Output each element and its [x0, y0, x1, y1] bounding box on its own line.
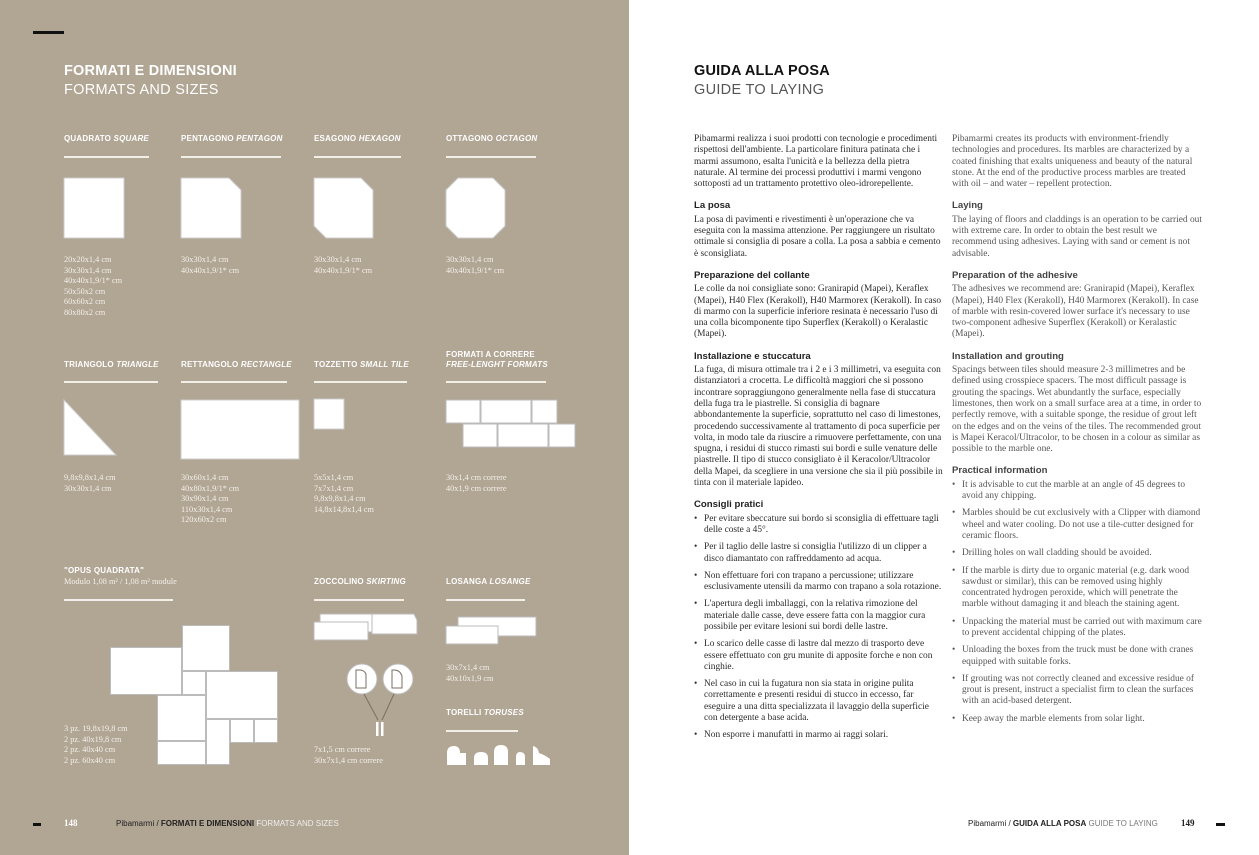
section-text: Le colle da noi consigliate sono: Granirapid (Mapei), Keraflex (Mapei), H40 Flex (Kerakoll), H40 Marmorex (Kerakoll). In caso di marmo con la superficie inferiore resinata è necessario l'uso di una colla bicomponente tipo Superflex (Kerakoll) o Keralastic (Mapei). [694, 284, 942, 340]
section-heading: Installazione e stuccatura [694, 350, 811, 362]
tips-list [952, 480, 1202, 725]
section-heading: Preparazione del collante [694, 269, 810, 281]
divider [446, 730, 518, 732]
pentagon-shape [181, 178, 241, 238]
format-heading-square: QUADRATO SQUARE [64, 134, 149, 143]
divider [64, 156, 149, 158]
section-heading: Installation and grouting [952, 350, 1064, 362]
format-heading-rectangle: RETTANGOLO RECTANGLE [181, 360, 292, 369]
page-title: GUIDA ALLA POSA [694, 63, 830, 79]
intro-paragraph: Pibamarmi creates its products with environment-friendly technologies and procedures. Its marbles are characterized by a coated finishing that exalts uniqueness and beauty of the natural stone. At the end of the productive process marbles are treated with oil – and water – repellent protection. [952, 134, 1193, 190]
list-item: • Per il taglio delle lastre si consiglia l'utilizzo di un clipper a disco diamantato con raffreddamento ad acqua. [694, 542, 944, 565]
small-tile-shape [314, 399, 344, 429]
list-item: • Unloading the boxes from the truck must be done with cranes equipped with suitable forks. [952, 645, 1202, 668]
list-item: • Nel caso in cui la fugatura non sia stata in origine pulita correttamente e presenti residui di stucco in eccesso, far eseguire a una ditta specializzata il lavaggio della superficie con detergente a base acida. [694, 679, 944, 724]
size-list-triangle: 9,8x9,8x1,4 cm 30x30x1,4 cm [64, 473, 116, 493]
hexagon-shape [314, 178, 373, 238]
free-length-tiles [446, 400, 578, 448]
intro-paragraph: Pibamarmi realizza i suoi prodotti con tecnologie e procedimenti rispettosi dell'ambiente. La particolare finitura patinata che i marmi assumono, esalta l'unicità e la bellezza della pietra naturale. Al termine dei processi produttivi i marmi vengono sottoposti ad un trattamento protettivo oleo-idrorepellente. [694, 134, 938, 190]
format-heading-small-tile: TOZZETTO SMALL TILE [314, 360, 409, 369]
list-item: • Non effettuare fori con trapano a percussione; utilizzare esclusivamente utensili da marmo con trapano a sola rotazione. [694, 571, 944, 594]
section-text: La posa di pavimenti e rivestimenti è un'operazione che va eseguita con la massima attenzione. Per raggiungere un risultato ottimale si consiglia di posare a colla. La posa a sabbia e cemento è sconsigliata. [694, 214, 941, 259]
size-list-octagon: 30x30x1,4 cm 40x40x1,9/1* cm [446, 255, 505, 275]
page-number: 148 [64, 818, 78, 828]
size-list-pentagon: 30x30x1,4 cm 40x40x1,9/1* cm [181, 255, 240, 275]
list-item: • If the marble is dirty due to organic material (e.g. dark wood sawdust or similar), this can be removed using highly concentrated hydrogen peroxide, which will penetrate the marble without damaging it and bleach the staining agent. [952, 566, 1202, 611]
section-heading: La posa [694, 200, 731, 212]
list-item: • It is advisable to cut the marble at an angle of 45 degrees to avoid any chipping. [952, 480, 1202, 503]
size-list-opus: 3 pz. 19,8x19,8 cm 2 pz. 40x19,8 cm 2 pz. 40x40 cm 2 pz. 60x40 cm [64, 724, 128, 765]
right-page [629, 0, 1259, 855]
divider [314, 599, 404, 601]
list-item: • Non esporre i manufatti in marmo ai raggi solari. [694, 730, 944, 741]
size-list-hexagon: 30x30x1,4 cm 40x40x1,9/1* cm [314, 255, 373, 275]
format-heading-triangle: TRIANGOLO TRIANGLE [64, 360, 159, 369]
page-marker [33, 31, 64, 34]
list-item: • Drilling holes on wall cladding should be avoided. [952, 548, 1202, 559]
format-heading-free-length: FORMATI A CORRERE FREE-LENGHT FORMATS [446, 350, 548, 369]
size-list-rectangle: 30x60x1,4 cm 40x80x1,9/1* cm 30x90x1,4 cm 110x30x1,4 cm 120x60x2 cm [181, 473, 240, 525]
size-list-square: 20x20x1,4 cm 30x30x1,4 cm 40x40x1,9/1* cm 50x50x2 cm 60x60x2 cm 80x80x2 cm [64, 255, 123, 317]
italian-column [694, 134, 944, 748]
list-item: • Lo scarico delle casse di lastre dal mezzo di trasporto deve essere effettuato con gru munite di apposite forche e non con cinghie. [694, 639, 944, 673]
section-text: La fuga, di misura ottimale tra i 2 e i 3 millimetri, va eseguita con distanziatori a crocetta. Le difficoltà maggiori che si possono incontrare sopraggiungono generalmente nella fase di stuccatura della fuga tra le piastrelle. Si consiglia di bagnare abbondantemente la superficie, soprattutto nel caso di limestones, procedendo successivamente al trattamento di poca superficie per volta, in modo tale da riuscire a rimuovere perfettamente, con una spugna, i residui di stucco rimasti sui bordi e sulle venature delle piastrelle. Il tipo di stucco consigliato è il Keracolor/Ultracolor della Mapei, da scegliere in una versione che sia il più possibile in tinta con il materiale lapideo. [694, 365, 943, 489]
triangle-shape [64, 400, 120, 456]
list-item: • Unpacking the material must be carried out with maximum care to prevent accidental chipping of the plates. [952, 617, 1202, 640]
section-text: Spacings between tiles should measure 2-3 millimetres and be defined using crosspiece spacers. The most difficult passage is grouting the spacings. Wet abundantly the surface, especially limestones, then work on a small surface area at a time, in order to perfectly remove, with a suitable sponge, the residue of grout left on the edges and on the veins of the tiles. The recommended grout is Mapei Keracol/Ultracolor, to be chosen in a colour as similar as possible to the marble one. [952, 365, 1202, 455]
divider [314, 381, 407, 383]
format-heading-pentagon: PENTAGONO PENTAGON [181, 134, 283, 143]
running-footer: Pibamarmi / GUIDA ALLA POSA GUIDE TO LAYING [968, 819, 1158, 828]
divider [181, 381, 287, 383]
divider [64, 381, 158, 383]
section-heading: Preparation of the adhesive [952, 269, 1078, 281]
square-shape [64, 178, 124, 238]
list-item: • Keep away the marble elements from solar light. [952, 714, 1202, 725]
page-number: 149 [1181, 818, 1195, 828]
footer-marker [33, 823, 41, 826]
octagon-shape [446, 178, 505, 238]
format-heading-skirting: ZOCCOLINO SKIRTING [314, 577, 406, 586]
page-subtitle: GUIDE TO LAYING [694, 82, 825, 98]
divider [446, 599, 525, 601]
format-heading-losange: LOSANGA LOSANGE [446, 577, 531, 586]
list-item: • L'apertura degli imballaggi, con la relativa rimozione del materiale dalle casse, deve essere fatta con la maggior cura possibile per evitare lesioni sui bordi delle lastre. [694, 599, 944, 633]
page-subtitle: FORMATS AND SIZES [64, 82, 219, 98]
list-item: • If grouting was not correctly cleaned and excessive residue of grout is present, instruct a specialist firm to clean the surfaces with an acid-based detergent. [952, 674, 1202, 708]
divider [64, 599, 173, 601]
format-heading-toruses: TORELLI TORUSES [446, 708, 524, 717]
divider [446, 156, 536, 158]
section-text: The adhesives we recommend are: Granirapid (Mapei), Keraflex (Mapei), H40 Flex (Kerakoll), H40 Marmorex (Kerakoll). In case of marble with resin-covered lower surface it's necessary to use two-component adhesive Superflex (Kerakoll) or Keralastic (Mapei). [952, 284, 1199, 340]
page-title: FORMATI E DIMENSIONI [64, 63, 237, 79]
size-list-small-tile: 5x5x1,4 cm 7x7x1,4 cm 9,8x9,8x1,4 cm 14,8x14,8x1,4 cm [314, 473, 374, 514]
english-column [952, 134, 1202, 731]
section-text: The laying of floors and claddings is an operation to be carried out with extreme care. In order to obtain the best result we recommend using adhesives. Laying with sand or cement is not advisable. [952, 214, 1202, 259]
losange-shape [446, 617, 538, 647]
list-item: • Marbles should be cut exclusively with a Clipper with diamond wheel and water cooling. Do not use a tile-cutter designed for ceramic floors. [952, 508, 1202, 542]
divider [314, 156, 401, 158]
divider [181, 156, 281, 158]
section-heading: Laying [952, 200, 983, 212]
footer-marker [1216, 823, 1225, 826]
format-heading-opus: "OPUS QUADRATA" [64, 566, 145, 575]
tips-heading: Practical information [952, 465, 1048, 477]
opus-module: Modulo 1,08 m² / 1,08 m² module [64, 577, 177, 586]
running-footer: Pibamarmi / FORMATI E DIMENSIONI FORMATS AND SIZES [116, 819, 339, 828]
skirting-shape [314, 612, 424, 742]
divider [446, 381, 546, 383]
size-list-losange: 30x7x1,4 cm 40x10x1,9 cm [446, 663, 494, 683]
toruses-shapes [446, 745, 556, 767]
format-heading-hexagon: ESAGONO HEXAGON [314, 134, 401, 143]
left-page [0, 0, 629, 855]
size-list-free-length: 30x1,4 cm correre 40x1,9 cm correre [446, 473, 507, 493]
list-item: • Per evitare sbeccature sui bordo si sconsiglia di effettuare tagli delle coste a 45°. [694, 514, 944, 537]
size-list-skirting: 7x1,5 cm correre 30x7x1,4 cm correre [314, 745, 383, 765]
tips-heading: Consigli pratici [694, 499, 764, 511]
rectangle-shape [181, 400, 299, 459]
tips-list [694, 514, 944, 742]
format-heading-octagon: OTTAGONO OCTAGON [446, 134, 538, 143]
